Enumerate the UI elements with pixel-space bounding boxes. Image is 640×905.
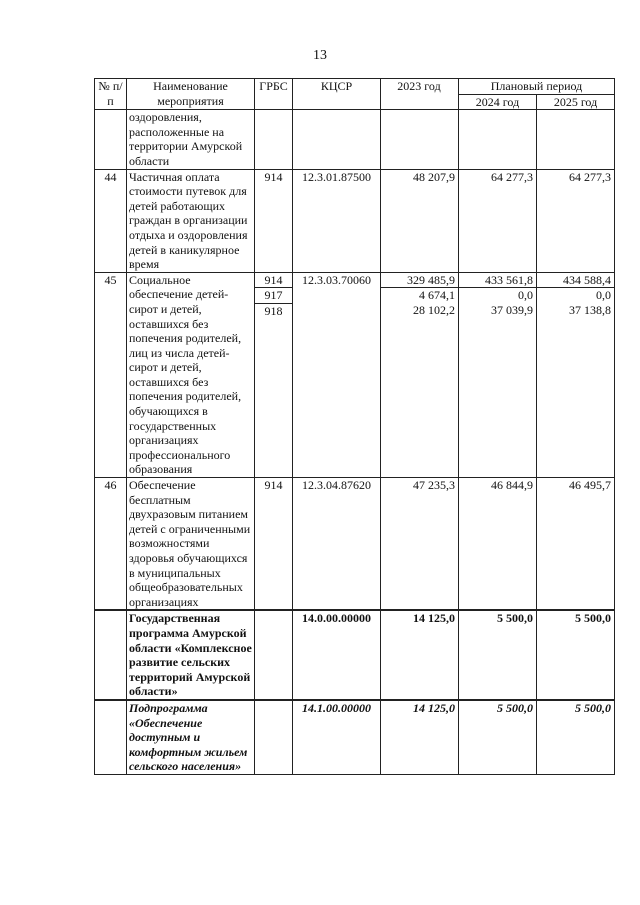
header-kcsr: КЦСР	[293, 79, 381, 110]
row-2024	[459, 110, 537, 169]
header-2024: 2024 год	[459, 94, 537, 110]
row-kcsr: 14.1.00.00000	[293, 700, 381, 774]
value-cell: 28 102,2	[413, 302, 455, 317]
row-2024: 46 844,9	[459, 478, 537, 611]
header-2023: 2023 год	[381, 79, 459, 110]
row-2024: 5 500,0	[459, 700, 537, 774]
value-cell: 0,0	[537, 287, 614, 303]
row-grbs	[255, 700, 293, 774]
value-cell: 4 674,1	[381, 287, 458, 303]
row-no: 45	[95, 272, 127, 477]
row-no: 44	[95, 169, 127, 272]
row-2025	[537, 110, 615, 169]
row-grbs: 914	[255, 478, 293, 611]
row-grbs	[255, 610, 293, 700]
row-name: Государственная программа Амурской области «Комплексное развитие сельских территорий Амурской области»	[127, 610, 255, 700]
row-grbs	[255, 272, 293, 477]
row-2023: 47 235,3	[381, 478, 459, 611]
row-name: Частичная оплата стоимости путевок для детей работающих граждан в организации отдыха и оздоровления детей в каникулярное время	[127, 169, 255, 272]
row-no	[95, 700, 127, 774]
value-cell: 329 485,9	[407, 272, 455, 287]
row-name: Социальное обеспечение детей-сирот и детей, оставшихся без попечения родителей, лиц из числа детей-сирот и детей, оставшихся без попечения родителей, обучающихся в государственных организациях профессионального образования	[127, 272, 255, 477]
table-row	[95, 169, 615, 272]
header-name: Наименование мероприятия	[127, 79, 255, 110]
value-cell: 433 561,8	[485, 272, 533, 287]
row-kcsr: 14.0.00.00000	[293, 610, 381, 700]
value-cell: 37 039,9	[491, 302, 533, 317]
row-no	[95, 110, 127, 169]
grbs-code: 914	[264, 272, 283, 287]
row-grbs: 914	[255, 169, 293, 272]
row-2025	[537, 272, 615, 477]
row-2024: 64 277,3	[459, 169, 537, 272]
table-row	[95, 110, 615, 169]
row-kcsr: 12.3.03.70060	[293, 272, 381, 477]
row-kcsr: 12.3.04.87620	[293, 478, 381, 611]
row-2024: 5 500,0	[459, 610, 537, 700]
row-kcsr	[293, 110, 381, 169]
row-2023: 14 125,0	[381, 700, 459, 774]
row-kcsr: 12.3.01.87500	[293, 169, 381, 272]
row-grbs	[255, 110, 293, 169]
table-row-subprogram	[95, 700, 615, 774]
header-2025: 2025 год	[537, 94, 615, 110]
row-2025: 46 495,7	[537, 478, 615, 611]
row-2025: 5 500,0	[537, 700, 615, 774]
row-2025: 5 500,0	[537, 610, 615, 700]
grbs-code: 917	[255, 287, 292, 303]
row-2023	[381, 110, 459, 169]
grbs-code: 918	[255, 303, 292, 319]
row-no	[95, 610, 127, 700]
row-2025: 64 277,3	[537, 169, 615, 272]
table-row	[95, 478, 615, 611]
row-2023: 48 207,9	[381, 169, 459, 272]
row-name: оздоровления, расположенные на территории Амурской области	[127, 110, 255, 169]
header-no: № п/п	[95, 79, 127, 110]
row-2023: 14 125,0	[381, 610, 459, 700]
row-no: 46	[95, 478, 127, 611]
header-grbs: ГРБС	[255, 79, 293, 110]
budget-table	[94, 78, 615, 775]
value-cell: 434 588,4	[563, 272, 612, 287]
table-row	[95, 272, 615, 477]
header-planned-period: Плановый период	[459, 79, 615, 95]
row-name: Обеспечение бесплатным двухразовым питанием детей с ограниченными возможностями здоровья обучающихся в муниципальных общеобразовательных организациях	[127, 478, 255, 611]
table-row-program	[95, 610, 615, 700]
row-2024	[459, 272, 537, 477]
row-name: Подпрограмма «Обеспечение доступным и комфортным жильем сельского населения»	[127, 700, 255, 774]
value-cell: 0,0	[459, 287, 536, 303]
row-2023	[381, 272, 459, 477]
page-number: 13	[313, 48, 327, 63]
value-cell: 37 138,8	[569, 302, 612, 317]
